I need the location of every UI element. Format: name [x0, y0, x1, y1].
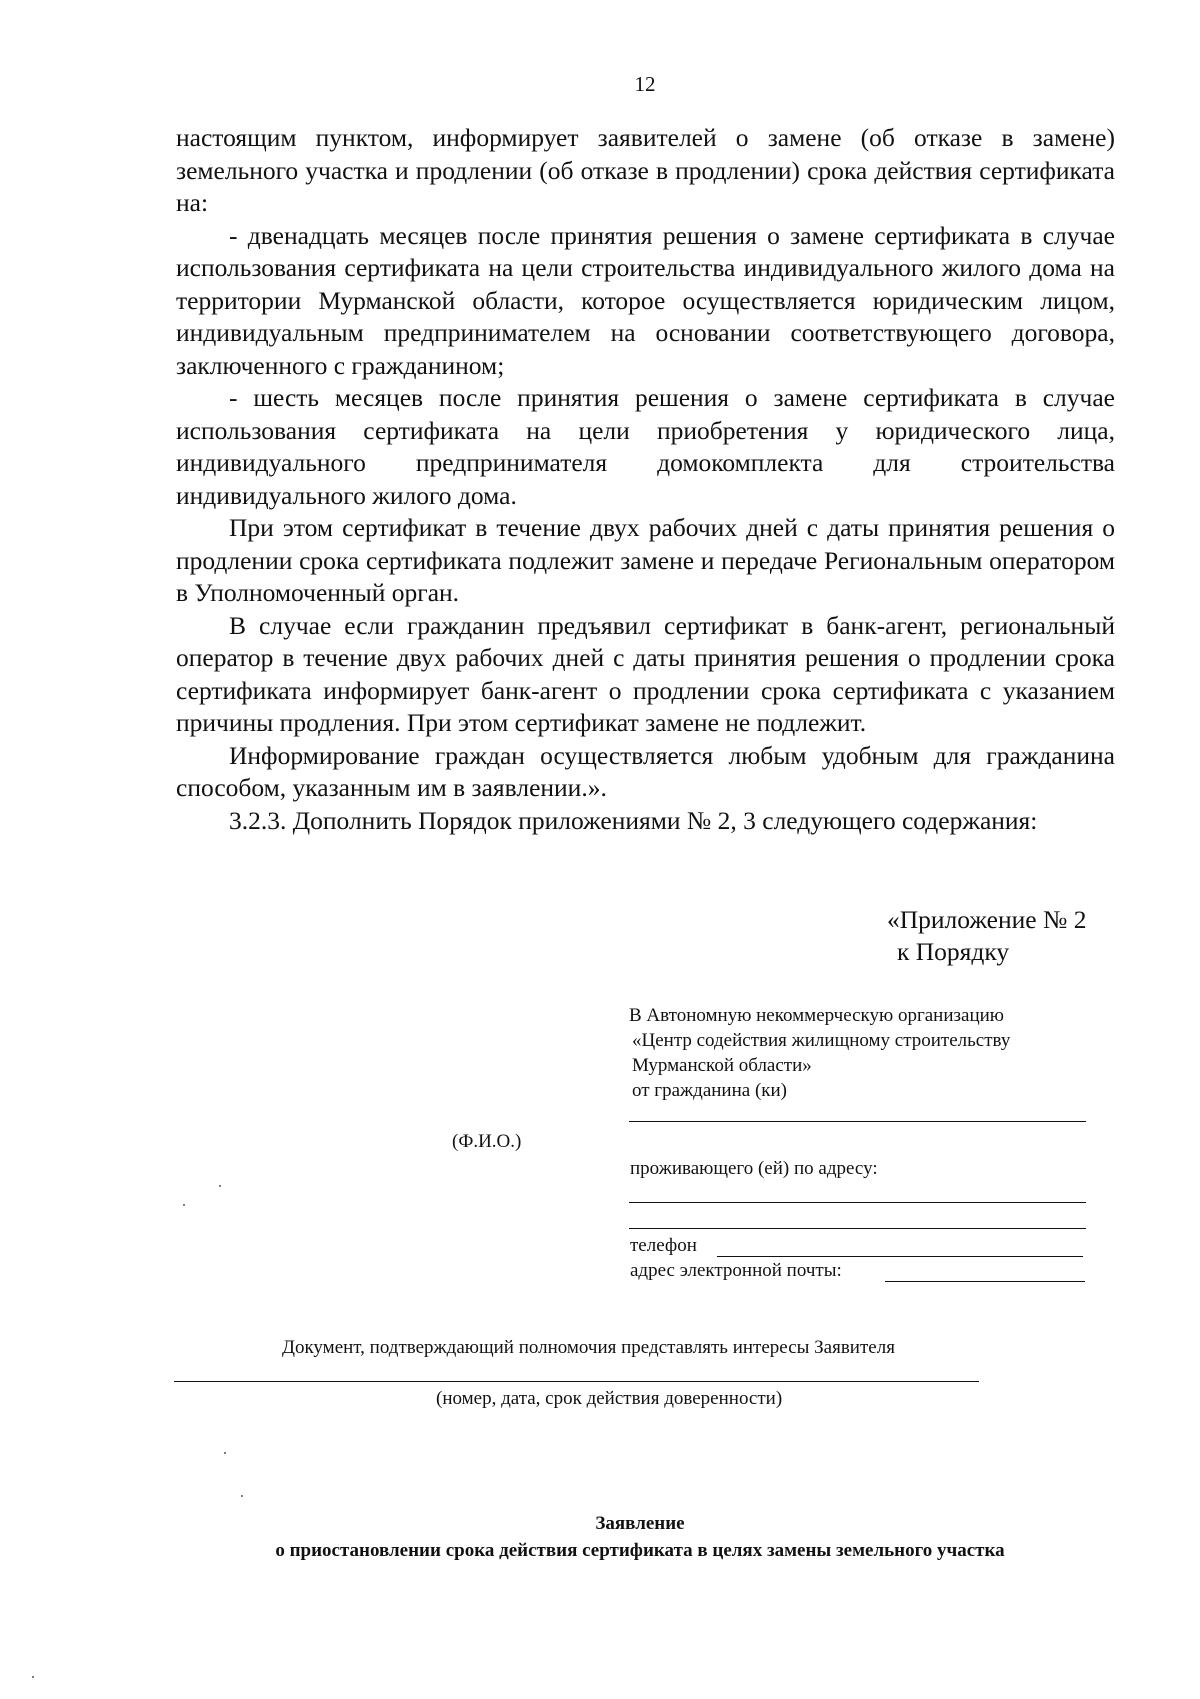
- paragraph: 3.2.3. Дополнить Порядок приложениями № 2, 3 следующего содержания:: [229, 805, 1038, 835]
- appendix-number: «Приложение № 2: [887, 905, 1087, 934]
- paragraph: В случае если гражданин предъявил сертификат в банк-агент, региональный оператор в течение двух рабочих дней с даты принятия решения о продлении срока сертификата информирует банк-агент о продлении срока сертификата с указанием причины продления. При этом сертификат замене не подлежит.: [176, 610, 1115, 737]
- phone-line[interactable]: [717, 1256, 1083, 1257]
- addressee-line: «Центр содействия жилищному строительству: [632, 1030, 1011, 1051]
- title-line: Заявление: [595, 1513, 685, 1534]
- paragraph: При этом сертификат в течение двух рабочих дней с даты принятия решения о продлении срока сертификата подлежит замене и передаче Региональным оператором в Уполномоченный орган.: [176, 513, 1115, 607]
- fio-label: (Ф.И.О.): [452, 1131, 522, 1152]
- title-line: о приостановлении срока действия сертификата в целях замены земельного участка: [275, 1540, 1005, 1561]
- paragraph: - двенадцать месяцев после принятия решения о замене сертификата в случае использования сертификата на цели строительства индивидуального жилого дома на территории Мурманской области, которое осуществляется юридическим лицом, индивидуальным предпринимателем на основании соответствующего договора, заключенного с гражданином;: [176, 220, 1115, 380]
- email-line[interactable]: [885, 1281, 1085, 1282]
- scan-speck: [241, 1495, 243, 1497]
- appendix-target: к Порядку: [897, 937, 1010, 966]
- scan-speck: [183, 1204, 185, 1206]
- paragraph: - шесть месяцев после принятия решения о замене сертификата в случае использования сертификата на цели приобретения у юридического лица, индивидуального предпринимателя домокомплекта для строительства индивидуального жилого дома.: [176, 383, 1115, 510]
- scan-speck: [32, 1676, 34, 1678]
- scan-speck: [219, 1185, 221, 1187]
- paragraph: настоящим пунктом, информирует заявителей о замене (об отказе в замене) земельного участка и продлении (об отказе в продлении) срока действия сертификата на:: [176, 123, 1115, 217]
- address-label: проживающего (ей) по адресу:: [630, 1158, 878, 1179]
- page-number: 12: [634, 72, 656, 96]
- address-line-1[interactable]: [629, 1202, 1086, 1203]
- email-label: адрес электронной почты:: [630, 1260, 842, 1281]
- paragraph: Информирование граждан осуществляется любым удобным для гражданина способом, указанным им в заявлении.».: [176, 740, 1115, 802]
- body-text: [176, 122, 1115, 837]
- addressee-line: от гражданина (ки): [632, 1080, 787, 1101]
- phone-label: телефон: [630, 1235, 697, 1256]
- authority-hint: (номер, дата, срок действия доверенности): [436, 1388, 783, 1409]
- addressee-line: В Автономную некоммерческую организацию: [629, 1005, 1004, 1026]
- fio-line[interactable]: [629, 1121, 1086, 1122]
- addressee-line: Мурманской области»: [632, 1055, 812, 1076]
- authority-line[interactable]: [174, 1381, 979, 1382]
- scan-speck: [224, 1452, 226, 1454]
- addressee-block: [629, 1003, 1109, 1103]
- document-title: [0, 1510, 1200, 1564]
- appendix-reference: [887, 904, 1086, 968]
- address-line-2[interactable]: [629, 1228, 1086, 1229]
- authority-label: Документ, подтверждающий полномочия представлять интересы Заявителя: [282, 1337, 895, 1358]
